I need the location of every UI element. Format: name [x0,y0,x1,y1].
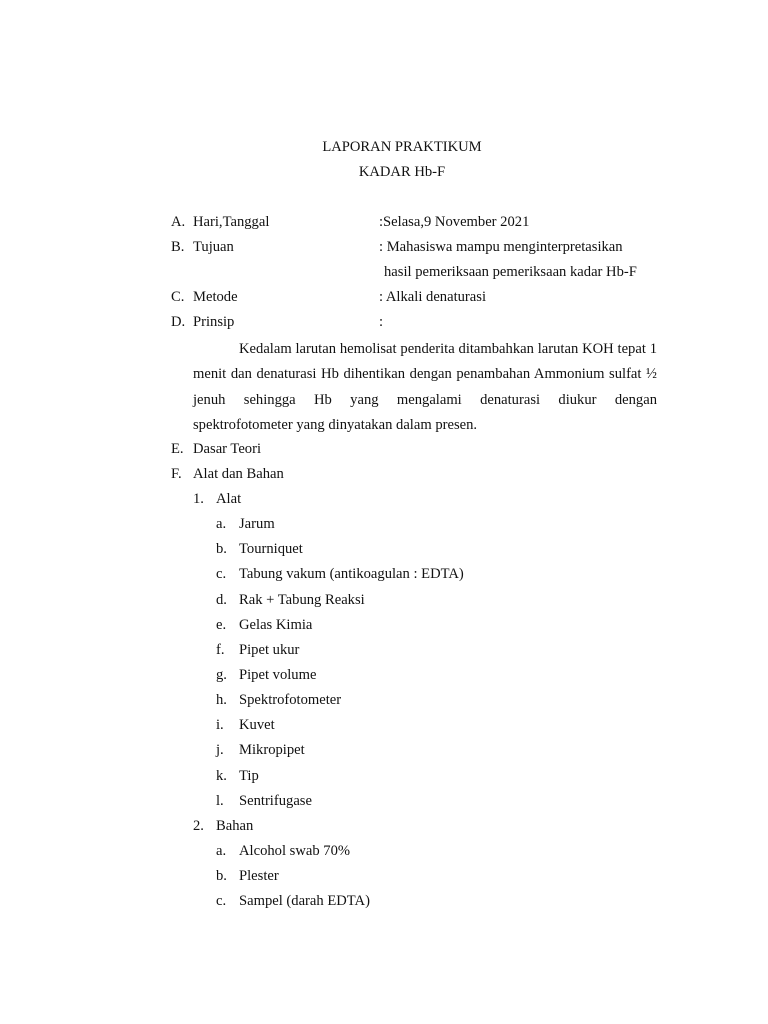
sublist-title: Alat [216,491,242,507]
list-item: Mikropipet [239,742,305,758]
list-item: Kuvet [239,717,275,733]
section-label: Metode [193,289,238,305]
list-item-marker: e. [216,617,227,633]
list-item: Sentrifugase [239,793,312,809]
list-item: Rak + Tabung Reaksi [239,592,365,608]
list-item: Tabung vakum (antikoagulan : EDTA) [239,566,464,582]
document-title: LAPORAN PRAKTIKUM [322,139,482,155]
section-value: : Mahasiswa mampu menginterpretasikan [379,239,623,255]
list-item: Pipet ukur [239,642,300,658]
list-item-marker: c. [216,893,227,909]
list-item-marker: i. [216,717,224,733]
list-item-marker: f. [216,642,225,658]
section-label: Hari,Tanggal [193,214,270,230]
list-item-marker: h. [216,692,227,708]
list-item: Gelas Kimia [239,617,313,633]
list-item-marker: c. [216,566,227,582]
list-item: Tip [239,768,259,784]
list-item-marker: l. [216,793,224,809]
sublist-marker: 1. [193,491,204,507]
list-item-marker: a. [216,843,227,859]
sublist-title: Bahan [216,818,254,834]
section-marker: E. [171,441,184,457]
section-value-continued: hasil pemeriksaan pemeriksaan kadar Hb-F [384,264,637,280]
prinsip-text: Kedalam larutan hemolisat penderita ditambahkan larutan KOH tepat 1 menit dan denaturasi Hb dihentikan dengan penambahan Ammonium sulfat ½ jenuh sehingga Hb yang mengalami denaturasi diukur dengan spektrofotometer yang dinyatakan dalam presen. [193,341,657,433]
list-item-marker: k. [216,768,227,784]
section-label: Dasar Teori [193,441,262,457]
section-label: Tujuan [193,239,234,255]
sublist-marker: 2. [193,818,204,834]
list-item-marker: j. [216,742,224,758]
list-item: Spektrofotometer [239,692,342,708]
section-value: : Alkali denaturasi [379,289,486,305]
list-item: Pipet volume [239,667,317,683]
list-item-marker: b. [216,868,227,884]
list-item-marker: a. [216,516,227,532]
section-label: Alat dan Bahan [193,466,284,482]
prinsip-paragraph [193,337,657,438]
list-item: Alcohol swab 70% [239,843,351,859]
list-item-marker: g. [216,667,227,683]
section-label: Prinsip [193,314,235,330]
list-item-marker: b. [216,541,227,557]
section-value: :Selasa,9 November 2021 [379,214,530,230]
section-marker: C. [171,289,185,305]
list-item-marker: d. [216,592,227,608]
document-subtitle: KADAR Hb-F [358,164,446,180]
section-marker: A. [171,214,186,230]
section-marker: D. [171,314,186,330]
list-item: Plester [239,868,279,884]
list-item: Sampel (darah EDTA) [239,893,370,909]
list-item: Tourniquet [239,541,303,557]
list-item: Jarum [239,516,275,532]
section-value: : [379,314,384,330]
section-marker: F. [171,466,182,482]
section-marker: B. [171,239,185,255]
